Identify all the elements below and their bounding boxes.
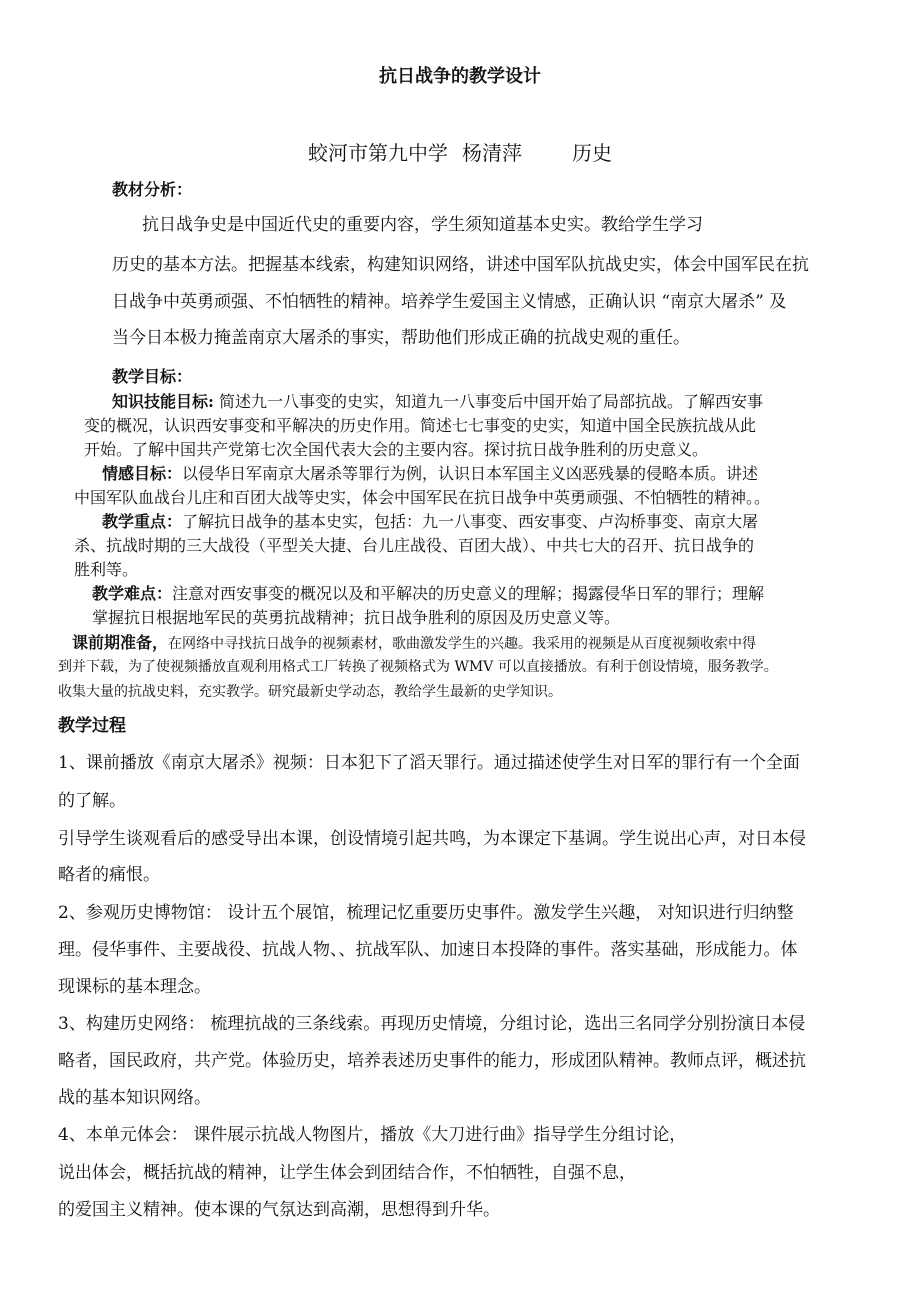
author-school: 蛟河市第九中学 <box>308 141 448 165</box>
process-item-3-line-2: 略者，国民政府，共产党。体验历史，培养表述历史事件的能力，形成团队精神。教师点评，概述抗 <box>58 1051 806 1071</box>
difficulties-label: 教学难点： <box>92 584 173 603</box>
emotion-goal-line-2: 中国军队血战台儿庄和百团大战等史实，体会中国军民在抗日战争中英勇顽强、不怕牺牲的精神。。 <box>74 488 771 507</box>
preparation-text: 在网络中寻找抗日战争的视频素材，歌曲激发学生的兴趣。我采用的视频是从百度视频收索中得 <box>168 636 757 652</box>
author-subject: 历史 <box>572 141 612 165</box>
knowledge-goal-line-2: 变的概况，认识西安事变和平解决的历史作用。简述七七事变的史实，知道中国全民族抗战从此 <box>84 416 757 435</box>
author-name: 杨清萍 <box>462 141 522 165</box>
process-item-4-line-3: 的爱国主义精神。使本课的气氛达到高潮，思想得到升华。 <box>58 1200 500 1220</box>
key-points-label: 教学重点： <box>102 512 183 531</box>
preparation-line-1 <box>72 632 756 654</box>
key-points-text: 了解抗日战争的基本史实，包括：九一八事变、西安事变、卢沟桥事变、南京大屠 <box>182 512 759 531</box>
key-points-line-2: 杀、抗战时期的三大战役（平型关大捷、台儿庄战役、百团大战）、中共七大的召开、抗日战争的 <box>74 536 755 555</box>
emotion-goal-line-1 <box>102 463 758 485</box>
process-heading: 教学过程 <box>58 716 126 736</box>
material-analysis-line-2: 历史的基本方法。把握基本线索，构建知识网络，讲述中国军队抗战史实，体会中国军民在抗 <box>112 255 809 275</box>
process-item-2-line-1: 2、参观历史博物馆： 设计五个展馆，梳理记忆重要历史事件。激发学生兴趣， 对知识进行归纳整 <box>58 903 794 923</box>
process-item-1-line-1: 1、课前播放《南京大屠杀》视频：日本犯下了滔天罪行。通过描述使学生对日军的罪行有一个全面 <box>58 753 800 773</box>
process-item-4-line-2: 说出体会，概括抗战的精神，让学生体会到团结合作，不怕牺牲，自强不息， <box>58 1163 636 1183</box>
process-item-1-line-3: 引导学生谈观看后的感受导出本课，创设情境引起共鸣，为本课定下基调。学生说出心声，对日本侵 <box>58 829 806 849</box>
material-analysis-line-1: 抗日战争史是中国近代史的重要内容，学生须知道基本史实。教给学生学习 <box>142 215 703 235</box>
knowledge-goal-text: 简述九一八事变的史实，知道九一八事变后中国开始了局部抗战。了解西安事 <box>213 392 764 411</box>
process-item-4-line-1: 4、本单元体会： 课件展示抗战人物图片，播放《大刀进行曲》指导学生分组讨论， <box>58 1125 687 1145</box>
emotion-goal-text: 以侵华日军南京大屠杀等罪行为例，认识日本军国主义凶恶残暴的侵略本质。讲述 <box>182 464 759 483</box>
emotion-goal-label: 情感目标： <box>102 464 183 483</box>
process-item-1-line-4: 略者的痛恨。 <box>58 865 160 885</box>
process-item-1-line-2: 的了解。 <box>58 791 126 811</box>
preparation-line-3: 收集大量的抗战史料，充实教学。研究最新史学动态，教给学生最新的史学知识。 <box>58 684 562 700</box>
process-item-2-line-2: 理。侵华事件、主要战役、抗战人物、、抗战军队、加速日本投降的事件。落实基础，形成能力。体 <box>58 940 798 960</box>
knowledge-goal-line-3: 开始。了解中国共产党第七次全国代表大会的主要内容。探讨抗日战争胜利的历史意义。 <box>84 440 709 459</box>
document-title: 抗日战争的教学设计 <box>379 66 541 87</box>
key-points-line-1 <box>102 511 758 533</box>
preparation-line-2: 到并下载，为了使视频播放直观利用格式工厂转换了视频格式为 WMV 可以直接播放。有利于创设情境，服务教学。 <box>58 659 778 675</box>
material-analysis-heading: 教材分析： <box>112 180 193 199</box>
author-line <box>0 140 920 166</box>
material-analysis-line-3: 日战争中英勇顽强、不怕牺牲的精神。培养学生爱国主义情感，正确认识 “南京大屠杀” 及 <box>112 292 787 312</box>
knowledge-goal-label: 知识技能目标: <box>112 392 214 411</box>
process-item-3-line-1: 3、构建历史网络： 梳理抗战的三条线索。再现历史情境，分组讨论，选出三名同学分别扮演日本侵 <box>58 1014 806 1034</box>
goals-heading: 教学目标： <box>112 367 193 386</box>
process-item-3-line-3: 战的基本知识网络。 <box>58 1088 211 1108</box>
material-analysis-line-4: 当今日本极力掩盖南京大屠杀的事实，帮助他们形成正确的抗战史观的重任。 <box>112 328 690 348</box>
difficulties-line-2: 掌握抗日根据地军民的英勇抗战精神；抗日战争胜利的原因及历史意义等。 <box>92 608 621 627</box>
difficulties-line-1 <box>92 583 764 605</box>
preparation-label: 课前期准备， <box>72 633 169 652</box>
key-points-line-3: 胜利等。 <box>74 560 139 579</box>
difficulties-text: 注意对西安事变的概况以及和平解决的历史意义的理解；揭露侵华日军的罪行；理解 <box>172 584 765 603</box>
knowledge-goal-line-1 <box>112 391 763 413</box>
process-item-2-line-3: 现课标的基本理念。 <box>58 977 211 997</box>
